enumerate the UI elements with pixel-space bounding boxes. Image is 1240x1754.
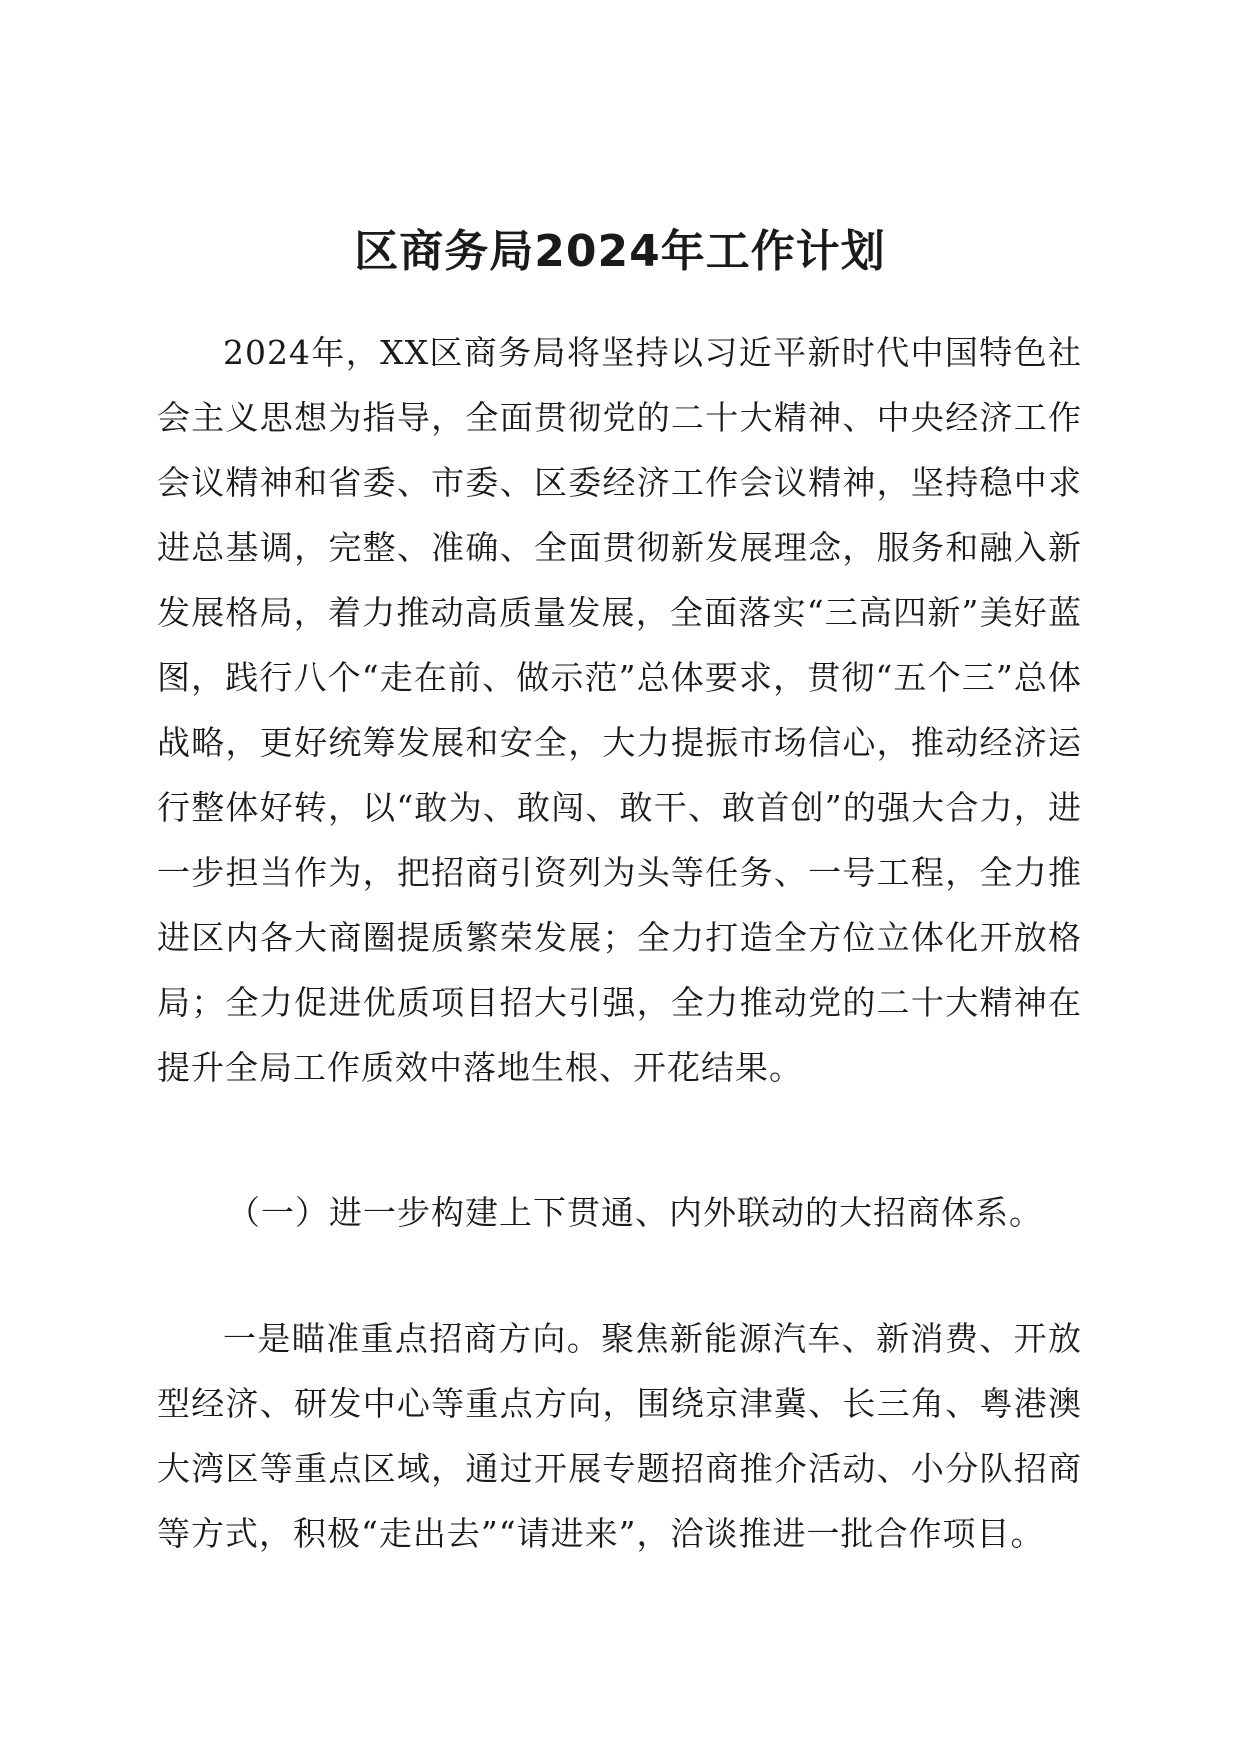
section-heading: （一）进一步构建上下贯通、内外联动的大招商体系。 (227, 1193, 1043, 1232)
intro-paragraph: 2024年，XX区商务局将坚持以习近平新时代中国特色社会主义思想为指导，全面贯彻党的二十大精神、中央经济工作会议精神和省委、市委、区委经济工作会议精神，坚持稳中求进总基调，完整、准确、全面贯彻新发展理念，服务和融入新发展格局，着力推动高质量发展，全面落实“三高四新”美好蓝图，践行八个“走在前、做示范”总体要求，贯彻“五个三”总体战略，更好统筹发展和安全，大力提振市场信心，推动经济运行整体好转，以“敢为、敢闯、敢干、敢首创”的强大合力，进一步担当作为，把招商引资列为头等任务、一号工程，全力推进区内各大商圈提质繁荣发展；全力打造全方位立体化开放格局；全力促进优质项目招大引强，全力推动党的二十大精神在提升全局工作质效中落地生根、开花结果。 (157, 333, 1082, 1087)
section-paragraph: 一是瞄准重点招商方向。聚焦新能源汽车、新消费、开放型经济、研发中心等重点方向，围绕京津冀、长三角、粤港澳大湾区等重点区域，通过开展专题招商推介活动、小分队招商等方式，积极“走出去”“请进来”，洽谈推进一批合作项目。 (157, 1319, 1082, 1553)
document-title: 区商务局2024年工作计划 (354, 226, 886, 277)
